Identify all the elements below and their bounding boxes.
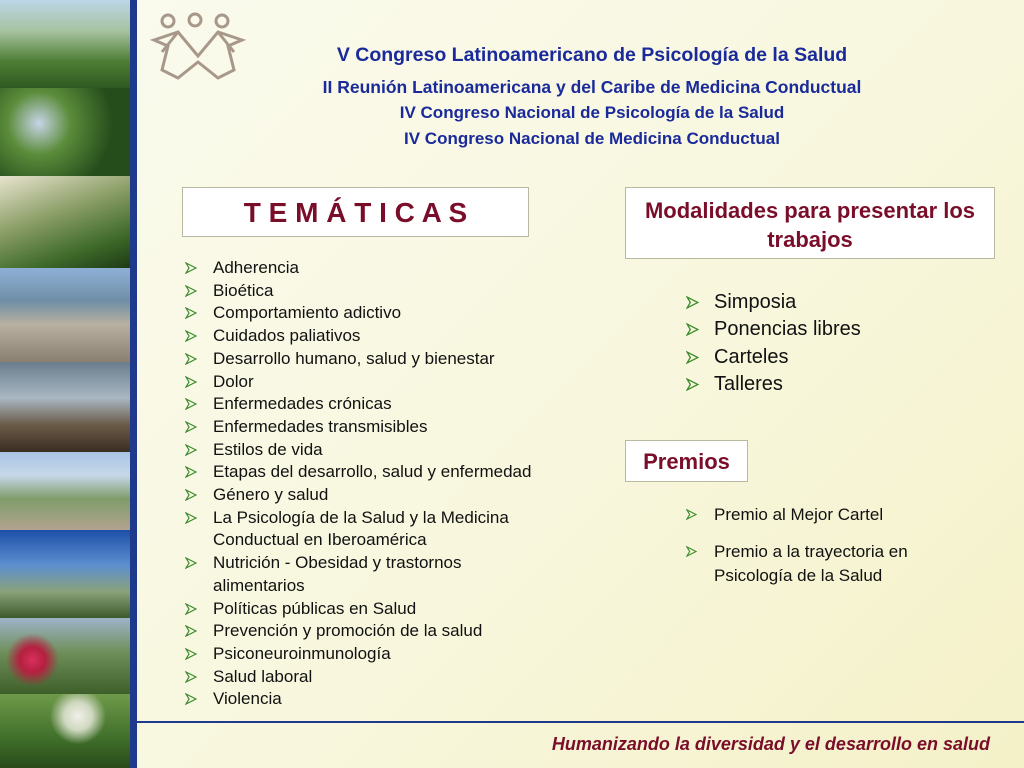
list-item-text: Premio a la trayectoria en Psicología de la Salud (714, 542, 908, 585)
list-item-text: Etapas del desarrollo, salud y enfermedad (213, 462, 532, 482)
arrow-bullet-icon (185, 376, 197, 388)
photo-palm-sky (0, 530, 130, 618)
list-item-text: Género y salud (213, 485, 329, 505)
list-item (182, 529, 612, 552)
arrow-bullet-icon (185, 693, 197, 705)
list-item (683, 344, 1003, 371)
arrow-bullet-icon (185, 625, 197, 637)
list-item (182, 598, 612, 621)
congress-title-4: IV Congreso Nacional de Medicina Conductual (404, 129, 780, 148)
tematicas-heading: T E M Á T I C A S (182, 187, 529, 237)
list-item (683, 316, 1003, 343)
tematicas-list (182, 257, 612, 711)
arrow-bullet-icon (185, 353, 197, 365)
arrow-bullet-icon (686, 296, 699, 309)
photo-red-flowers (0, 618, 130, 694)
list-item (182, 393, 612, 416)
list-item-text: Violencia (213, 689, 282, 709)
photo-plants (0, 88, 130, 176)
arrow-bullet-icon (185, 557, 197, 569)
list-item (182, 439, 612, 462)
list-item-text: Nutrición - Obesidad y trastornos (213, 553, 462, 573)
premios-list (683, 503, 983, 601)
congress-title-3: IV Congreso Nacional de Psicología de la Salud (399, 103, 785, 122)
arrow-bullet-icon (185, 512, 197, 524)
arrow-bullet-icon (185, 444, 197, 456)
congress-title-2: II Reunión Latinoamericana y del Caribe de Medicina Conductual (322, 77, 862, 97)
list-item (182, 257, 612, 280)
list-item (182, 484, 612, 507)
list-item (182, 302, 612, 325)
list-item-text: Carteles (714, 345, 789, 368)
congress-title-1: V Congreso Latinoamericano de Psicología de la Salud (336, 44, 848, 66)
list-item-text: Dolor (213, 371, 254, 391)
list-item (182, 666, 612, 689)
list-item-text: Salud laboral (213, 666, 313, 686)
list-item-text: Estilos de vida (213, 439, 323, 459)
photo-butterfly (0, 694, 130, 768)
list-item (683, 503, 983, 527)
list-item (182, 575, 612, 598)
list-item-text: Prevención y promoción de la salud (213, 621, 483, 641)
list-item (182, 371, 612, 394)
footer-divider (137, 721, 1024, 723)
arrow-bullet-icon (686, 351, 699, 364)
arrow-bullet-icon (185, 285, 197, 297)
list-item (683, 289, 1003, 316)
list-item-text: alimentarios (213, 575, 305, 595)
list-item (182, 348, 612, 371)
photo-city-valley (0, 452, 130, 530)
list-item (683, 540, 983, 588)
arrow-bullet-icon (185, 330, 197, 342)
list-item-text: Cuidados paliativos (213, 326, 361, 346)
list-item-text: Enfermedades transmisibles (213, 416, 428, 436)
photo-cable-car (0, 176, 130, 268)
premios-heading: Premios (625, 440, 748, 482)
arrow-bullet-icon (686, 509, 697, 520)
list-item-text: Ponencias libres (714, 318, 861, 341)
arrow-bullet-icon (185, 307, 197, 319)
list-item-text: Conductual en Iberoamérica (213, 530, 427, 550)
list-item-text: Desarrollo humano, salud y bienestar (213, 348, 495, 368)
modalidades-list (683, 289, 1003, 398)
list-item (182, 620, 612, 643)
list-item-text: Simposia (714, 291, 797, 313)
arrow-bullet-icon (185, 603, 197, 615)
footer-tagline: Humanizando la diversidad y el desarrollo en salud (551, 734, 990, 754)
arrow-bullet-icon (185, 398, 197, 410)
arrow-bullet-icon (185, 648, 197, 660)
vertical-accent-bar (130, 0, 137, 768)
list-item (182, 280, 612, 303)
list-item (182, 507, 612, 530)
modalidades-heading: Modalidades para presentar los trabajos (625, 187, 995, 259)
arrow-bullet-icon (185, 671, 197, 683)
list-item (182, 643, 612, 666)
list-item (182, 325, 612, 348)
arrow-bullet-icon (686, 323, 699, 336)
arrow-bullet-icon (686, 378, 699, 391)
arrow-bullet-icon (686, 546, 697, 557)
photo-mountain-meadow (0, 0, 130, 88)
photo-strip (0, 0, 130, 768)
arrow-bullet-icon (185, 262, 197, 274)
list-item-text: Comportamiento adictivo (213, 303, 402, 323)
list-item (182, 416, 612, 439)
list-item (182, 552, 612, 575)
arrow-bullet-icon (185, 421, 197, 433)
photo-city-mountains (0, 268, 130, 362)
list-item-text: Bioética (213, 280, 274, 300)
list-item-text: La Psicología de la Salud y la Medicina (213, 507, 509, 527)
list-item (683, 371, 1003, 398)
list-item-text: Políticas públicas en Salud (213, 598, 417, 618)
arrow-bullet-icon (185, 466, 197, 478)
list-item-text: Talleres (714, 372, 783, 395)
list-item-text: Psiconeuroinmunología (213, 643, 391, 663)
arrow-bullet-icon (185, 489, 197, 501)
list-item-text: Premio al Mejor Cartel (714, 505, 884, 524)
photo-glass-building (0, 362, 130, 452)
list-item-text: Enfermedades crónicas (213, 394, 392, 414)
list-item (182, 461, 612, 484)
list-item-text: Adherencia (213, 258, 300, 277)
list-item (182, 688, 612, 711)
